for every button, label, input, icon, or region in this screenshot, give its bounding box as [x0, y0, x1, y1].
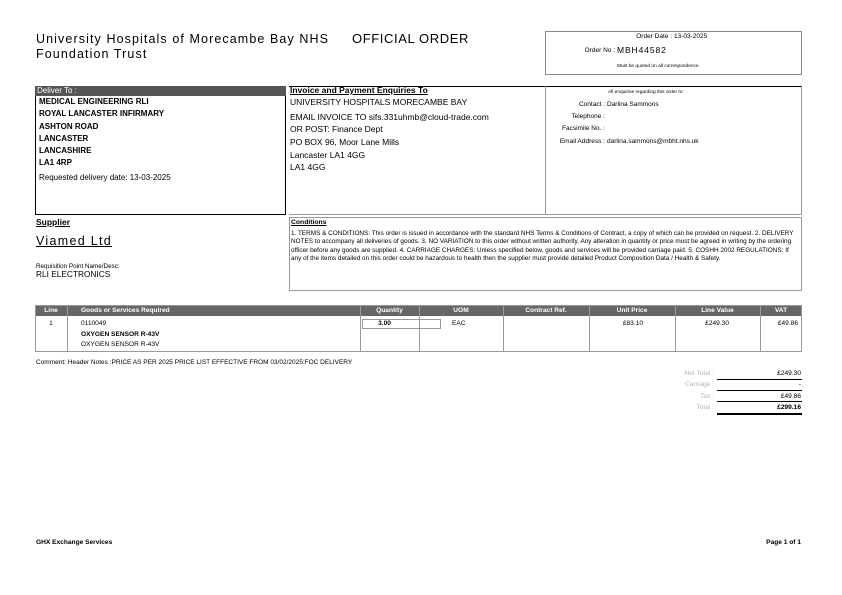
invoice-divider — [545, 86, 546, 215]
total-value: £299.16 — [777, 404, 801, 411]
enquiries-note: All enquiries regarding this order to: — [608, 90, 684, 95]
carriage-label: Carriage : — [685, 381, 714, 388]
column-header-line: Line — [44, 307, 58, 314]
table-cell-line-value: £249.30 — [705, 320, 729, 327]
table-cell-description: OXYGEN SENSOR R-43V — [81, 331, 160, 338]
invoice-line: PO BOX 96, Moor Lane Mills — [290, 137, 400, 147]
column-header-uom: UOM — [453, 307, 469, 314]
requested-delivery-label: Requested delivery date: — [39, 173, 128, 182]
order-quote-note: Must be quoted on all correspondence. — [617, 64, 700, 69]
order-date-label: Order Date : — [636, 33, 672, 40]
carriage-rule — [717, 390, 802, 391]
column-header-quantity: Quantity — [376, 307, 403, 314]
telephone-label: Telephone : — [571, 113, 605, 120]
deliver-address-line: LA1 4RP — [39, 158, 72, 167]
requested-delivery-date: 13-03-2025 — [129, 173, 171, 182]
carriage-value: - — [798, 381, 801, 388]
invoice-heading: Invoice and Payment Enquiries To — [290, 85, 428, 95]
contact-label: Contact : — [578, 101, 605, 108]
email-label: Email Address : — [559, 138, 605, 145]
contact-value: Darlina Sammons — [607, 101, 659, 108]
column-header-vat: VAT — [774, 307, 788, 314]
tax-label: Tax : — [700, 393, 714, 400]
supplier-name: Viamed Ltd — [36, 234, 113, 248]
document-title: OFFICIAL ORDER — [352, 31, 469, 46]
supplier-heading: Supplier — [36, 217, 71, 227]
table-cell-code: 0110049 — [81, 320, 107, 327]
invoice-line: UNIVERSITY HOSPITALS MORECAMBE BAY — [290, 97, 468, 107]
invoice-line: EMAIL INVOICE TO sifs.331uhmb@cloud-trade.com — [290, 112, 489, 122]
tax-rule — [717, 401, 802, 402]
column-header-line-value: Line Value — [701, 307, 734, 314]
deliver-address-line: LANCASTER — [39, 134, 89, 143]
conditions-heading: Conditions — [291, 219, 327, 226]
table-cell-vat: £49.86 — [777, 320, 798, 327]
net-total-label: Net Total : — [684, 370, 714, 377]
net-total-rule — [717, 379, 802, 380]
total-label: Total : — [696, 404, 714, 411]
header-comment: Comment: Header Notes :PRICE AS PER 2025 PRICE LIST EFFECTIVE FROM 03/02/2025:FOC DELIVERY — [36, 359, 353, 366]
order-date-value: 13-03-2025 — [674, 33, 708, 40]
column-header-unit-price: Unit Price — [616, 307, 648, 314]
table-cell-quantity: 3.00 — [378, 320, 391, 327]
deliver-address-line: ROYAL LANCASTER INFIRMARY — [39, 109, 165, 118]
conditions-text: 1. TERMS & CONDITIONS: This order is issued in accordance with the standard NHS Terms & Conditions of Contract, a copy of which can be provided on request. 2. DELIVERY NOTES to accompany all deliveries of goods. 3. NO VARIATION to this order without written authority. Any alteration in quantity or price must be agreed in writing by the ordering officer before any goods are supplied. 4. CARRIAGE CHARGES: Unless specified below, goods and services will be provided carriage paid. 5. COSHH 2002 REGULATIONS: If any of the items detailed on this order could be hazardous to health then the supplier must provide detailed Product Composition Data / Health & Safety. — [291, 230, 794, 262]
requisition-point-label: Requisition Point Name/Desc: — [36, 263, 120, 270]
deliver-address-line: ASHTON ROAD — [39, 122, 99, 131]
table-cell-line: 1 — [49, 320, 53, 327]
table-cell-description: OXYGEN SENSOR R-43V — [81, 341, 160, 348]
order-number-label: Order No : — [584, 47, 615, 54]
tax-value: £49.86 — [780, 393, 801, 400]
invoice-line: OR POST: Finance Dept — [290, 124, 383, 134]
table-column-divider — [67, 305, 68, 352]
email-value: darlina.sammons@mbht.nhs.uk — [607, 138, 699, 145]
deliver-to-heading: Deliver To : — [35, 86, 286, 96]
organisation-name: University Hospitals of Morecambe Bay NHS Foundation Trust — [36, 32, 330, 61]
net-total-value: £249.30 — [777, 370, 801, 377]
table-cell-unit-price: £83.10 — [622, 320, 643, 327]
invoice-line: LA1 4GG — [290, 162, 326, 172]
column-header-goods: Goods or Services Required — [81, 307, 170, 314]
invoice-line: Lancaster LA1 4GG — [290, 150, 366, 160]
fax-label: Facsimile No. : — [562, 125, 605, 132]
requested-delivery — [39, 173, 171, 182]
total-rule — [717, 413, 802, 415]
table-cell-uom: EAC — [452, 320, 466, 327]
requisition-point-value: RLI ELECTRONICS — [36, 269, 111, 279]
deliver-address-line: MEDICAL ENGINEERING RLI — [39, 97, 149, 106]
footer-provider: GHX Exchange Services — [36, 539, 113, 546]
order-number-value: MBH44582 — [617, 45, 667, 55]
column-header-contract-ref: Contract Ref. — [525, 307, 567, 314]
page-number: Page 1 of 1 — [766, 539, 801, 546]
deliver-address-line: LANCASHIRE — [39, 146, 92, 155]
